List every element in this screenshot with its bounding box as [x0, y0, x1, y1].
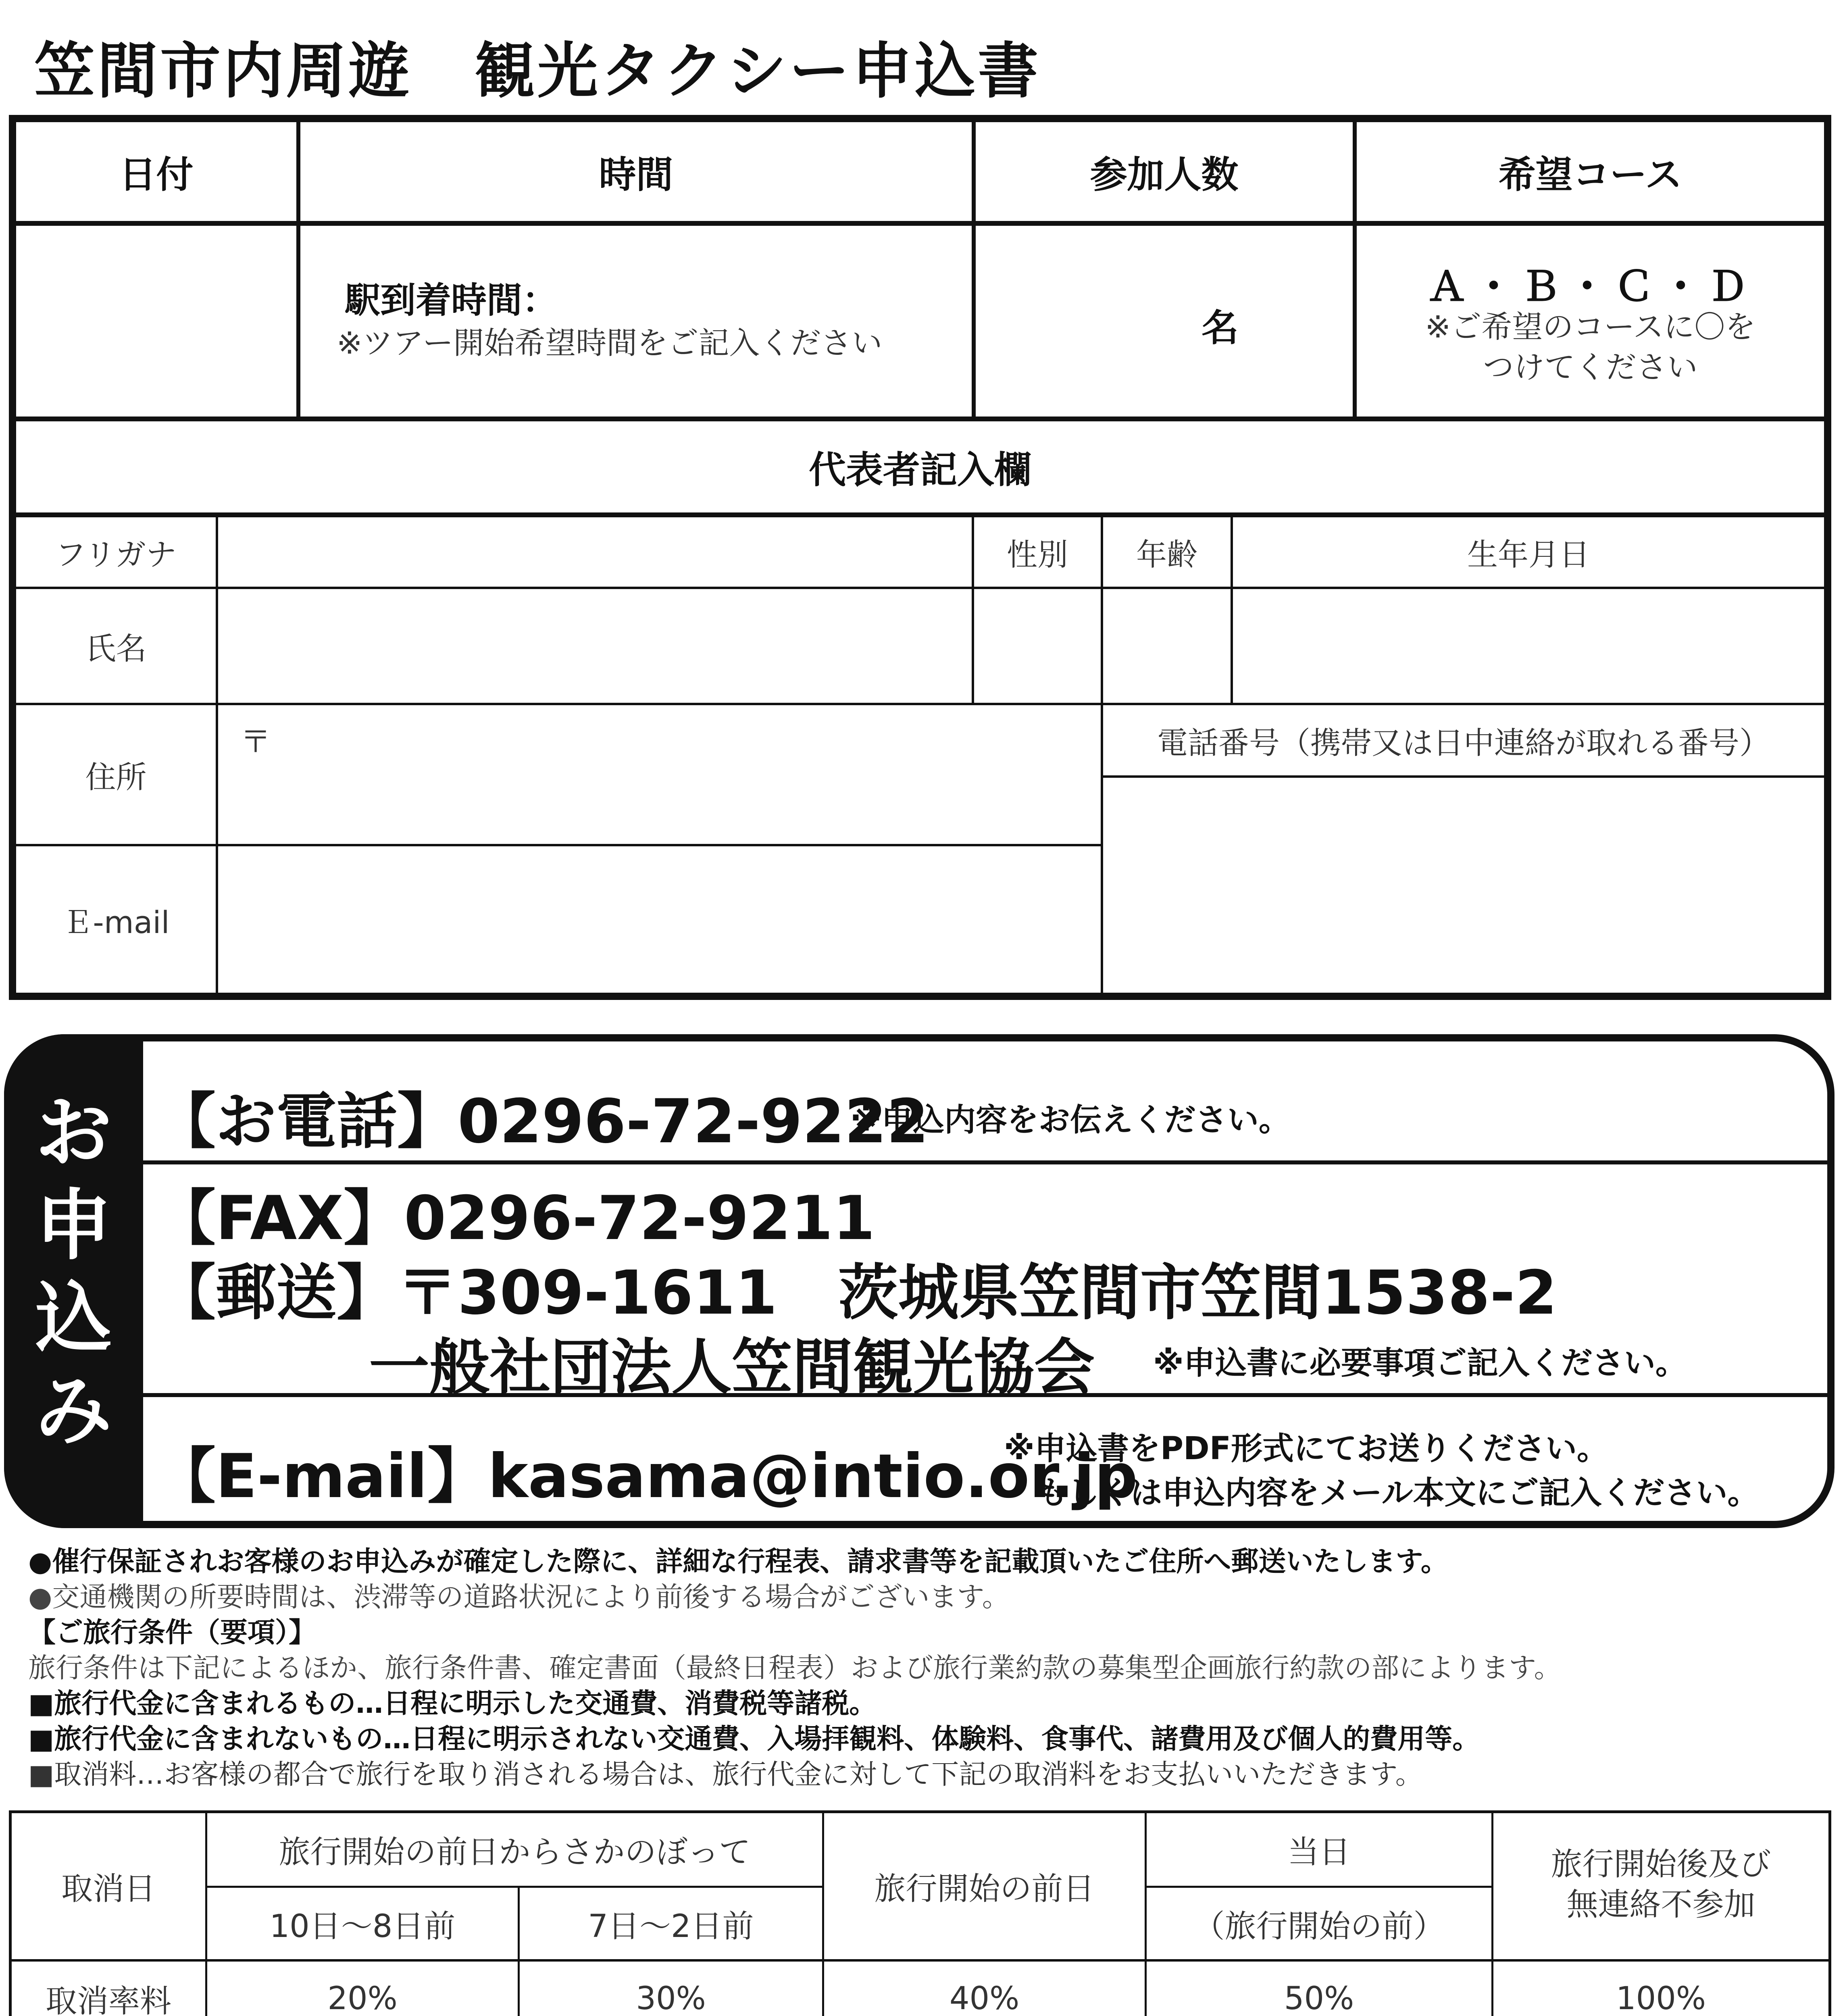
post-organization: 一般社団法人笠間観光協会 — [369, 1333, 1095, 1403]
cancel-rate-2: 30% — [636, 1980, 706, 2016]
terms-line-3: 【ご旅行条件（要項）】 — [28, 1617, 317, 1649]
side-char-3: 込 — [35, 1274, 112, 1363]
furigana-field[interactable] — [218, 517, 972, 587]
post-method-note: ※申込書に必要事項ご記入ください。 — [1153, 1345, 1687, 1381]
terms-line-2: ●交通機関の所要時間は、渋滞等の道路状況により前後する場合がございます。 — [28, 1581, 1010, 1613]
side-char-1: お — [35, 1088, 112, 1177]
cancel-before-label: 旅行開始の前日からさかのぼって — [279, 1834, 751, 1870]
birthdate-label: 生年月日 — [1467, 536, 1590, 573]
application-side-label — [4, 1034, 143, 1528]
post-method: 【郵送】〒309-1611 茨城県笠間市笠間1538-2 — [155, 1258, 1557, 1328]
terms-line-1: ●催行保証されお客様のお申込みが確定した際に、詳細な行程表、請求書等を記載頂いたご住所へ郵送いたします。 — [28, 1546, 1448, 1578]
cancel-range-2: 7日～2日前 — [588, 1908, 754, 1945]
cancel-rate-3: 40% — [949, 1980, 1020, 2016]
travel-terms — [28, 1544, 1830, 1793]
phone-field[interactable] — [1103, 778, 1824, 993]
cancellation-table — [9, 1810, 1831, 2016]
gender-field[interactable] — [974, 589, 1101, 703]
terms-line-4: 旅行条件は下記によるほか、旅行条件書、確定書面（最終日程表）および旅行業約款の募集型企画旅行約款の部によります。 — [28, 1652, 1562, 1684]
course-note-2: つけてください — [1483, 349, 1698, 385]
email-method: 【E-mail】kasama@intio.or.jp — [155, 1441, 1138, 1512]
arrival-time-label: 駅到着時間： — [345, 279, 558, 321]
participants-field[interactable] — [976, 226, 1353, 417]
email-field[interactable] — [218, 846, 1101, 993]
cancel-after-label-1: 旅行開始後及び — [1551, 1846, 1771, 1883]
cancel-rate-5: 100% — [1616, 1980, 1706, 2016]
name-field[interactable] — [218, 589, 972, 703]
date-field[interactable] — [16, 226, 296, 417]
cancel-rate-4: 50% — [1284, 1980, 1354, 2016]
phone-method: 【お電話】0296-72-9222 — [155, 1087, 929, 1157]
age-label: 年齢 — [1136, 536, 1197, 573]
cancel-rate-label: 取消率料 — [45, 1983, 171, 2016]
address-field[interactable] — [218, 705, 1101, 844]
cancel-rate-1: 20% — [327, 1980, 398, 2016]
fax-method: 【FAX】0296-72-9211 — [155, 1183, 875, 1254]
cancel-day-label: 取消日 — [61, 1871, 156, 1907]
cancel-range-1: 10日～8日前 — [269, 1908, 456, 1945]
course-note-1: ※ご希望のコースに〇を — [1425, 309, 1756, 345]
header-date: 日付 — [119, 153, 194, 196]
address-label: 住所 — [85, 759, 147, 795]
terms-line-6: ■旅行代金に含まれないもの…日程に明示されない交通費、入場拝観料、体験料、食事代、諸費用及び個人的費用等。 — [28, 1723, 1480, 1755]
application-form — [9, 115, 1831, 1000]
cancel-prev-day: 旅行開始の前日 — [874, 1871, 1095, 1907]
header-course: 希望コース — [1498, 153, 1682, 196]
terms-line-5: ■旅行代金に含まれるもの…日程に明示した交通費、消費税等諸税。 — [28, 1688, 877, 1720]
header-time: 時間 — [599, 153, 673, 196]
age-field[interactable] — [1103, 589, 1231, 703]
phone-label: 電話番号（携帯又は日中連絡が取れる番号） — [1157, 725, 1770, 761]
furigana-label: フリガナ — [55, 536, 177, 573]
terms-line-7: ■取消料…お客様の都合で旅行を取り消される場合は、旅行代金に対して下記の取消料をお支払いいただきます。 — [28, 1759, 1423, 1791]
postal-mark: 〒 — [240, 724, 271, 760]
birthdate-field[interactable] — [1233, 589, 1824, 703]
side-char-2: 申 — [35, 1181, 112, 1270]
header-participants: 参加人数 — [1090, 153, 1239, 196]
page-title: 笠間市内周遊 観光タクシー申込書 — [34, 36, 1041, 106]
email-label: Ｅ-mail — [62, 904, 170, 940]
side-char-4: み — [35, 1366, 112, 1456]
email-method-note-2: もしくは申込内容をメール本文にご記入ください。 — [1036, 1475, 1759, 1511]
phone-method-note: ※申込内容をお伝えください。 — [851, 1102, 1290, 1138]
time-field[interactable] — [300, 226, 972, 417]
cancel-same-day: 当日 — [1287, 1834, 1351, 1870]
people-unit: 名 — [1201, 306, 1239, 350]
cancel-same-day-sub: （旅行開始の前） — [1193, 1908, 1445, 1945]
cancel-after-label-2: 無連絡不参加 — [1566, 1887, 1755, 1923]
name-label: 氏名 — [85, 630, 147, 666]
gender-label: 性別 — [1007, 536, 1068, 573]
course-options: Ａ・Ｂ・Ｃ・Ｄ — [1426, 263, 1754, 310]
arrival-time-note: ※ツアー開始希望時間をご記入ください — [337, 325, 883, 361]
course-field[interactable] — [1357, 226, 1824, 417]
representative-header: 代表者記入欄 — [808, 448, 1031, 492]
email-method-note-1: ※申込書をPDF形式にてお送りください。 — [1004, 1431, 1609, 1467]
